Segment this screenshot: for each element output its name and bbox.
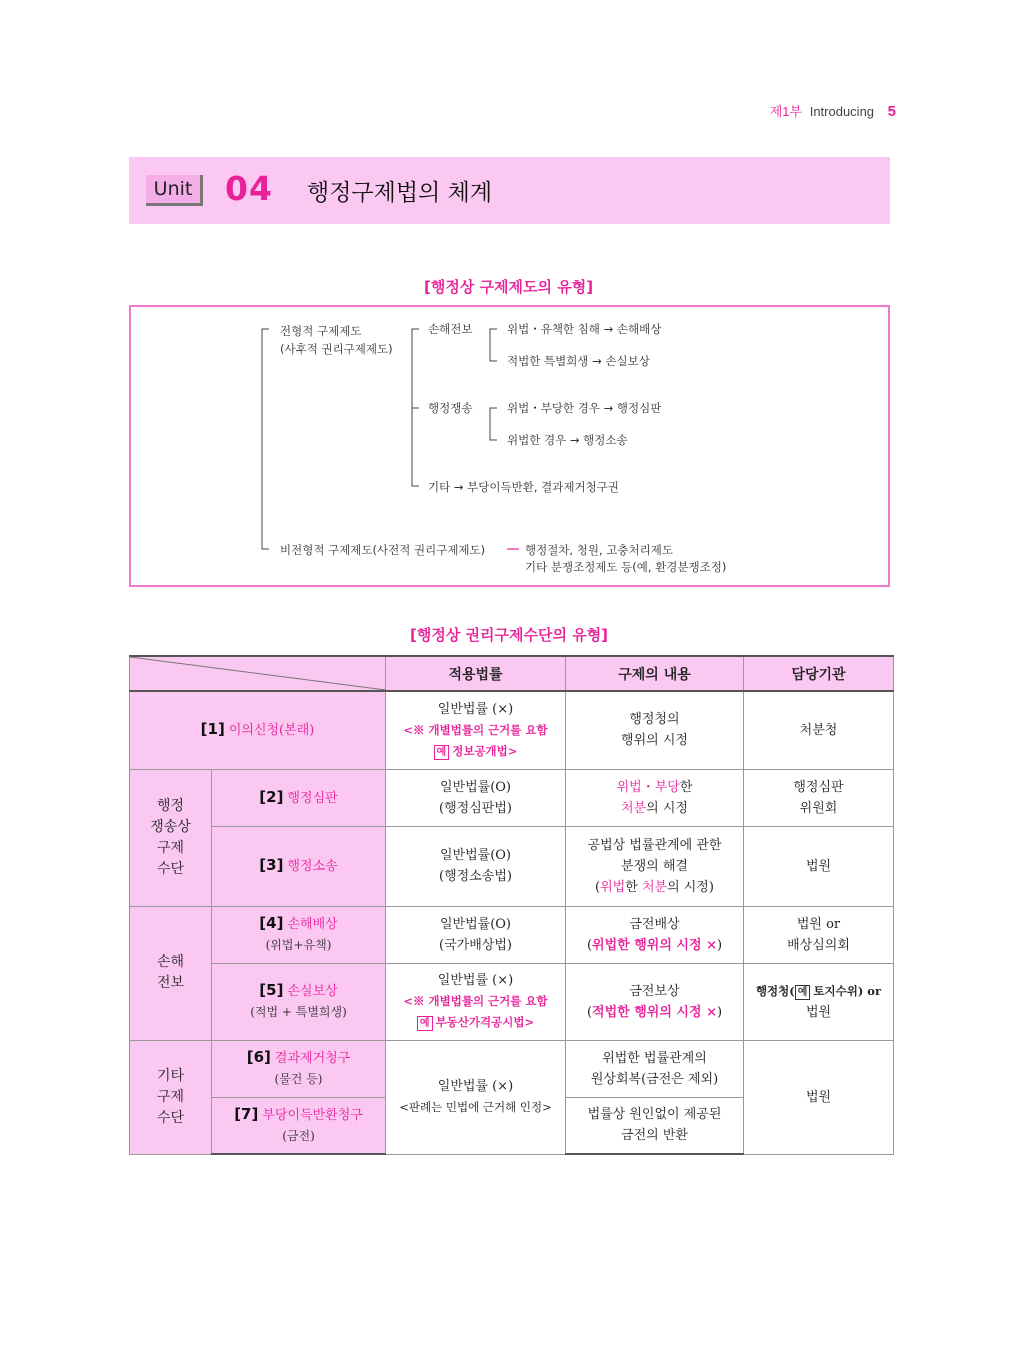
table-row (130, 826, 894, 906)
branch-other: 기타 → 부당이득반환, 결과제거청구권 (428, 480, 619, 494)
content-cell: 금전배상 (위법한 행위의 시정 ×) (566, 906, 744, 963)
leaf-loss-compensation: 적법한 특별희생 → 손실보상 (507, 354, 650, 368)
root2-leaf2: 기타 분쟁조정제도 등(예, 환경분쟁조정) (525, 560, 727, 574)
group-damage-compensation: 손해 전보 (130, 906, 212, 1040)
content-cell: 법률상 원인없이 제공된 금전의 반환 (566, 1097, 744, 1154)
agency-cell: 행정청( 예 토지수위) or 법원 (744, 963, 894, 1040)
agency-cell: 법원 (744, 1040, 894, 1154)
leaf-admin-appeal: 위법・부당한 경우 → 행정심판 (507, 401, 662, 415)
diagonal-line (130, 657, 386, 690)
part-label: 제1부 (769, 104, 803, 119)
law-cell: 일반법률(O) (행정심판법) (386, 769, 566, 826)
law-cell: 일반법률(O) (행정소송법) (386, 826, 566, 906)
root1-line2: (사후적 권리구제제도) (280, 342, 393, 356)
group-other: 기타 구제 수단 (130, 1040, 212, 1154)
diagram-title: [행정상 구제제도의 유형] (424, 278, 594, 296)
corner-cell (130, 656, 386, 691)
remedy-name-cell: [3] 행정소송 (212, 826, 386, 906)
remedy-name-cell: [5] 손실보상 (적법 + 특별희생) (212, 963, 386, 1040)
unit-banner (129, 157, 890, 224)
table-header-row (130, 656, 894, 691)
agency-cell: 처분청 (744, 691, 894, 769)
table-row (130, 769, 894, 826)
remedy-name: 행정심판 (287, 790, 338, 806)
remedy-name-cell: [6] 결과제거청구 (물건 등) (212, 1040, 386, 1097)
law-cell: 일반법률 (×) <※ 개별법률의 근거를 요함 예 정보공개법> (386, 691, 566, 769)
content-cell: 위법한 법률관계의 원상회복(금전은 제외) (566, 1040, 744, 1097)
page-number: 5 (887, 103, 896, 120)
leaf-damages: 위법・유책한 침해 → 손해배상 (507, 322, 662, 336)
unit-title: 행정구제법의 체계 (307, 180, 493, 206)
leaf-admin-litigation: 위법한 경우 → 행정소송 (507, 433, 628, 447)
table-title: [행정상 권리구제수단의 유형] (410, 626, 609, 644)
header-agency: 담당기관 (744, 656, 894, 691)
remedy-name-cell: [7] 부당이득반환청구 (금전) (212, 1097, 386, 1154)
root2-leaf1: 행정절차, 청원, 고충처리제도 (525, 543, 673, 557)
remedy-name: 행정소송 (287, 859, 338, 874)
content-cell: 위법・부당한 처분의 시정 (566, 769, 744, 826)
remedy-system-diagram (129, 305, 890, 587)
agency-cell: 법원 or 배상심의회 (744, 906, 894, 963)
law-cell: 일반법률(O) (국가배상법) (386, 906, 566, 963)
agency-cell: 행정심판 위원회 (744, 769, 894, 826)
law-cell: 일반법률 (×) <※ 개별법률의 근거를 요함 예 부동산가격공시법> (386, 963, 566, 1040)
running-header (770, 101, 896, 120)
header-content: 구제의 내용 (566, 656, 744, 691)
branch-administrative-dispute: 행정쟁송 (428, 401, 473, 415)
unit-label: Unit (146, 175, 203, 206)
table-row (130, 963, 894, 1040)
root2: 비전형적 구제제도(사전적 권리구제제도) (280, 543, 486, 557)
remedy-name: 부당이득반환청구 (262, 1107, 363, 1123)
remedy-name: 이의신청(본래) (228, 723, 315, 739)
law-cell: 일반법률 (×) <판례는 민법에 근거해 인정> (386, 1040, 566, 1154)
remedy-table (129, 655, 894, 1155)
remedy-name-cell: [4] 손해배상 (위법+유책) (212, 906, 386, 963)
remedy-name: 결과제거청구 (274, 1051, 351, 1066)
table-row (130, 1040, 894, 1097)
root1-line1: 전형적 구제제도 (280, 324, 362, 338)
header-law: 적용법률 (386, 656, 566, 691)
content-cell: 행정청의 행위의 시정 (566, 691, 744, 769)
agency-cell: 법원 (744, 826, 894, 906)
remedy-name-cell: [1] 이의신청(본래) (130, 691, 386, 769)
section-label: Introducing (809, 104, 875, 119)
table-row (130, 691, 894, 769)
unit-number: 04 (225, 169, 273, 208)
content-cell: 공법상 법률관계에 관한 분쟁의 해결 (위법한 처분의 시정) (566, 826, 744, 906)
content-cell: 금전보상 (적법한 행위의 시정 ×) (566, 963, 744, 1040)
remedy-name-cell: [2] 행정심판 (212, 769, 386, 826)
group-admin-dispute: 행정 쟁송상 구제 수단 (130, 769, 212, 906)
remedy-name: 손실보상 (287, 984, 338, 999)
table-row (130, 906, 894, 963)
remedy-name: 손해배상 (287, 917, 338, 932)
diagram-connectors (131, 307, 892, 589)
branch-damage-compensation: 손해전보 (428, 322, 473, 336)
